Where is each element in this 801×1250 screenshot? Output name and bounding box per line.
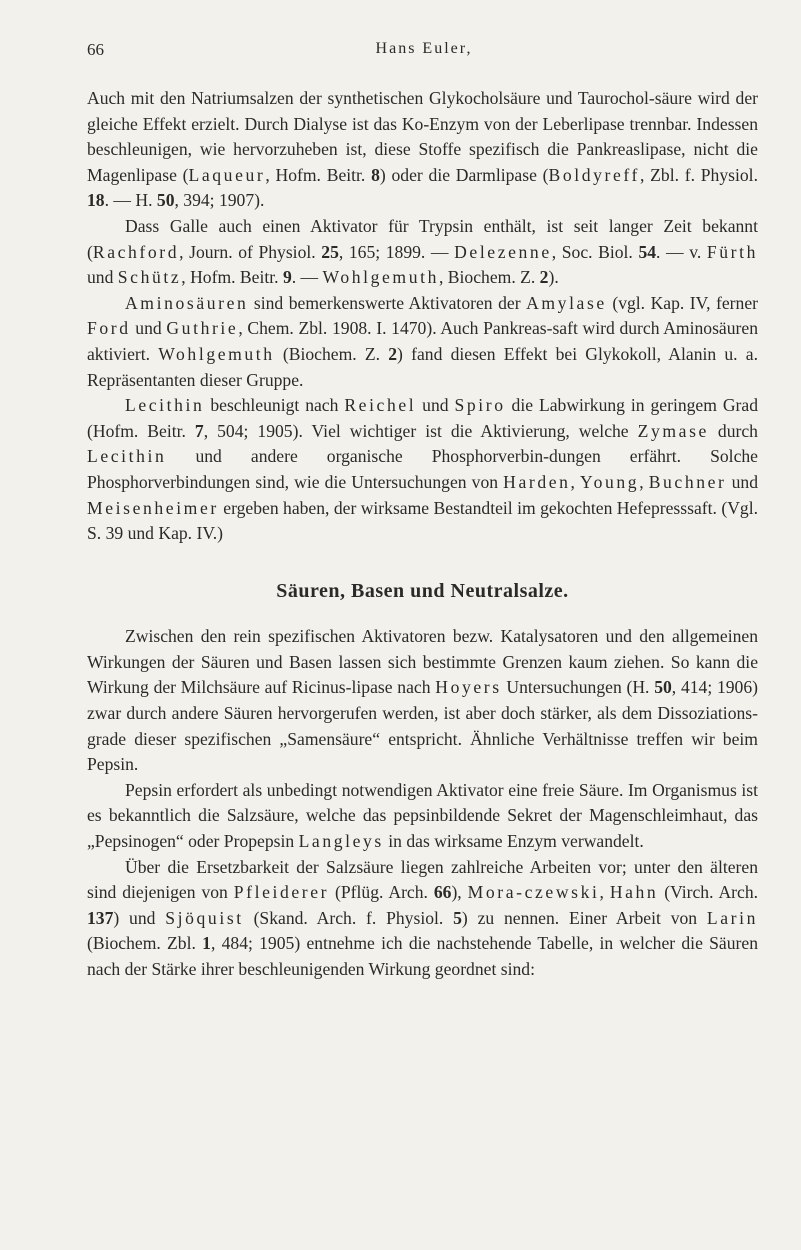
author-name: Boldyreff — [548, 164, 640, 185]
text-run: ) und — [113, 907, 166, 928]
author-name: Sjöquist — [165, 907, 244, 928]
text-run: in das wirksame Enzym verwandelt. — [383, 831, 644, 852]
text-run: ) oder die Darmlipase ( — [379, 164, 549, 185]
text-run: , — [570, 471, 581, 492]
author-name: Buchner — [648, 471, 727, 492]
volume-number: 50 — [654, 677, 672, 698]
paragraph-1 — [87, 86, 758, 214]
volume-number: 2 — [388, 343, 398, 364]
author-name: Ford — [87, 318, 131, 339]
body-text — [87, 86, 758, 983]
author-name: Delezenne — [454, 241, 552, 262]
text-run: ergeben haben, der wirksame Bestandteil im gekochten Hefepresssaft. (Vgl. S. 39 und Kap. IV.) — [87, 497, 758, 544]
text-run: ) fand diesen Effekt bei Glykokoll, Alanin u. a. Repräsentanten dieser Gruppe. — [87, 343, 758, 390]
page-header — [87, 40, 761, 70]
text-run: Auch mit den Natriumsalzen der synthetischen Glykocholsäure und Taurochol-säure wird der gleiche Effekt erzielt. Durch Dialyse ist das Ko-Enzym von der Leberlipase trennbar. Indessen beschleunigen, wie hervorzuheben ist, diese Stoffe spezifisch die Pankreaslipase, nicht die Magenlipase ( — [87, 88, 758, 185]
author-name: Guthrie — [166, 318, 239, 339]
author-name: Young — [580, 471, 640, 492]
text-run: sind bemerkenswerte Aktivatoren der — [248, 292, 527, 313]
text-run: Dass Galle auch einen Aktivator für Trypsin enthält, ist seit langer Zeit bekannt ( — [87, 215, 758, 262]
author-name: Fürth — [706, 241, 759, 262]
paragraph-3 — [87, 291, 758, 393]
text-run: . — — [291, 267, 323, 288]
author-name: Rachford — [92, 241, 180, 262]
text-run: die Labwirkung in geringem Grad (Hofm. Beitr. — [87, 395, 759, 441]
text-run: , Hofm. Beitr. — [181, 267, 283, 288]
text-run: (Biochem. Zbl. — [87, 933, 203, 954]
emphasized-term: Lecithin — [87, 446, 167, 467]
author-name: Hoyers — [435, 677, 502, 698]
author-name: Spiro — [454, 395, 506, 416]
text-run: und andere organische Phosphorverbin-dungen erfährt. Solche Phosphorverbindungen sind, wie die Untersuchungen von — [87, 446, 758, 492]
author-name: Reichel — [344, 395, 417, 416]
text-run: , 165; 1899. — — [338, 241, 455, 262]
text-run: , 504; 1905). Viel wichtiger ist die Aktivierung, welche — [203, 420, 638, 441]
paragraph-7 — [87, 855, 758, 983]
author-name: Harden — [503, 471, 571, 492]
emphasized-term: Amylase — [526, 292, 607, 313]
emphasized-term: Aminosäuren — [125, 292, 249, 313]
author-name: Hahn — [609, 882, 659, 903]
page-number: 66 — [87, 40, 104, 59]
author-name: Langleys — [298, 831, 384, 852]
volume-number: 137 — [87, 907, 114, 928]
text-run: (Virch. Arch. — [658, 882, 759, 903]
text-run: Über die Ersetzbarkeit der Salzsäure liegen zahlreiche Arbeiten vor; unter den älteren sind diejenigen von — [87, 856, 758, 903]
text-run: beschleunigt nach — [204, 395, 345, 416]
volume-number: 66 — [433, 882, 452, 903]
text-run: , — [639, 471, 649, 492]
text-run: . — H. — [104, 190, 157, 211]
volume-number: 9 — [282, 267, 292, 288]
text-run: (Skand. Arch. f. Physiol. — [243, 907, 454, 928]
text-run: , 394; 1907). — [174, 190, 265, 211]
emphasized-term: Lecithin — [125, 395, 205, 416]
author-name: Pfleiderer — [233, 882, 330, 903]
volume-number: 18 — [87, 190, 105, 211]
paragraph-5 — [87, 624, 758, 778]
volume-number: 25 — [321, 241, 339, 262]
text-run: , 414; 1906) zwar durch andere Säuren hervorgerufen werden, ist aber doch stärker, als dem Dissoziations-grade dieser spezifischen „Samensäure“ entspricht. Ähnliche Verhältnisse treffen wir beim Pepsin. — [87, 677, 759, 775]
author-name: Wohlgemuth — [158, 343, 275, 364]
paragraph-2 — [87, 214, 758, 291]
volume-number: 5 — [453, 907, 462, 928]
text-run: und — [726, 471, 758, 492]
text-run: Pepsin erfordert als unbedingt notwendigen Aktivator eine freie Säure. Im Organismus ist es bekanntlich die Salzsäure, welche das pepsinbildende Sekret der Magenschleimhaut, das „Pepsinogen“ oder Propepsin — [87, 779, 758, 852]
paragraph-6 — [87, 778, 758, 855]
text-run: , Zbl. f. Physiol. — [640, 164, 758, 185]
text-run: , — [599, 882, 610, 903]
text-run: (Pflüg. Arch. — [329, 882, 434, 903]
emphasized-term: Zymase — [637, 420, 709, 441]
text-run: und — [416, 395, 455, 416]
text-run: , Journ. of Physiol. — [179, 241, 322, 262]
volume-number: 1 — [202, 933, 211, 954]
text-run: , 484; 1905) entnehme ich die nachstehende Tabelle, in welcher die Säuren nach der Stärke ihrer beschleunigenden Wirkung geordnet sind: — [87, 933, 759, 979]
volume-number: 8 — [371, 164, 380, 185]
text-run: ) zu nennen. Einer Arbeit von — [461, 907, 707, 928]
author-name: Schütz — [117, 267, 182, 288]
volume-number: 54 — [638, 241, 657, 262]
text-run: (vgl. Kap. IV, ferner — [606, 292, 758, 313]
author-name: Mora-czewski — [467, 882, 600, 903]
volume-number: 2 — [539, 267, 549, 288]
author-name: Meisenheimer — [87, 497, 219, 518]
author-name: Wohlgemuth — [322, 267, 439, 288]
text-run: und — [130, 318, 167, 339]
author-name: Laqueur — [188, 164, 266, 185]
text-run: , Soc. Biol. — [551, 241, 639, 262]
text-run: , Biochem. Z. — [439, 267, 540, 288]
text-run: und — [87, 267, 118, 288]
text-run: ), — [451, 882, 468, 903]
text-run: , Chem. Zbl. 1908. I. 1470). Auch Pankreas-saft wird durch Aminosäuren aktiviert. — [87, 318, 758, 364]
running-head: Hans Euler, — [375, 40, 473, 57]
volume-number: 7 — [194, 420, 204, 441]
text-run: ). — [548, 267, 559, 288]
author-name: Larin — [706, 907, 758, 928]
volume-number: 50 — [156, 190, 175, 211]
text-run: Zwischen den rein spezifischen Aktivatoren bezw. Katalysatoren und den allgemeinen Wirkungen der Säuren und Basen lassen sich bestimmte Grenzen kaum ziehen. So kann die Wirkung der Milchsäure auf Ricinus-lipase nach — [87, 626, 758, 698]
text-run: , Hofm. Beitr. — [265, 164, 372, 185]
text-run: . — v. — [656, 241, 707, 262]
section-heading: Säuren, Basen und Neutralsalze. — [276, 579, 569, 602]
text-run: durch — [708, 420, 758, 441]
text-run: Untersuchungen (H. — [501, 677, 655, 698]
text-run: (Biochem. Z. — [274, 343, 389, 364]
paragraph-4 — [87, 393, 758, 547]
